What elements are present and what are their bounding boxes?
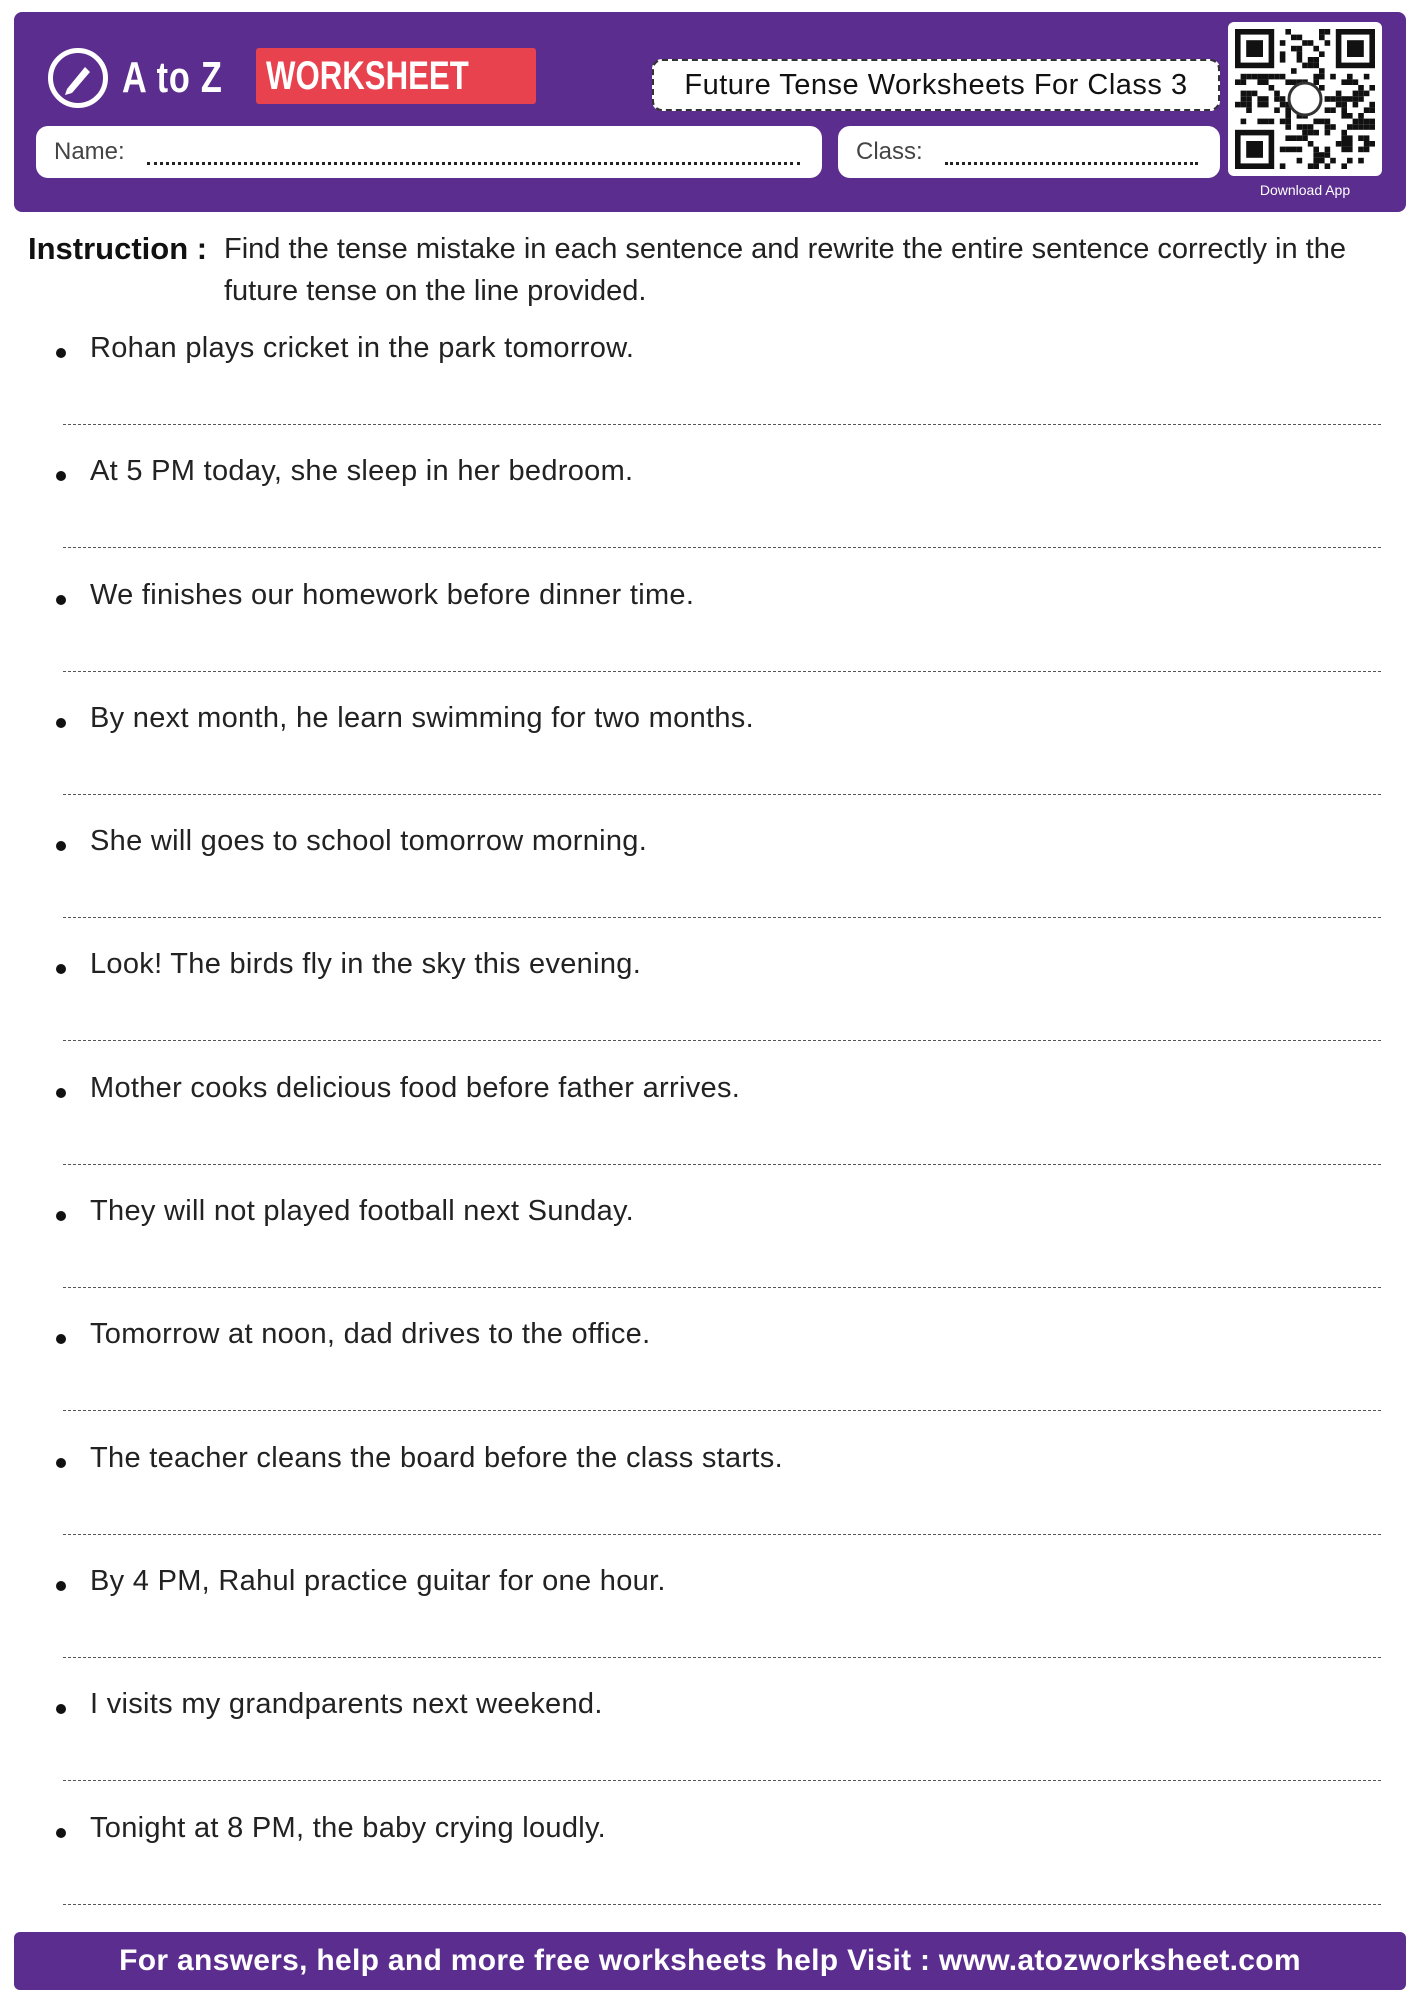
question-text: The teacher cleans the board before the class starts. bbox=[90, 1441, 783, 1474]
question-item bbox=[0, 328, 1414, 451]
answer-line[interactable] bbox=[63, 794, 1381, 795]
question-text: She will goes to school tomorrow morning. bbox=[90, 825, 648, 858]
bullet-icon bbox=[56, 1828, 66, 1838]
question-item bbox=[0, 821, 1414, 944]
question-item bbox=[0, 1314, 1414, 1437]
name-field[interactable] bbox=[36, 126, 822, 178]
qr-code[interactable] bbox=[1228, 22, 1382, 176]
question-text: Tonight at 8 PM, the baby crying loudly. bbox=[90, 1811, 607, 1844]
logo-text: A to Z bbox=[122, 53, 223, 102]
worksheet-header bbox=[14, 12, 1406, 212]
question-text: By next month, he learn swimming for two months. bbox=[90, 701, 754, 734]
class-field[interactable] bbox=[838, 126, 1220, 178]
answer-line[interactable] bbox=[63, 1164, 1381, 1165]
answer-line[interactable] bbox=[63, 917, 1381, 918]
question-item bbox=[0, 698, 1414, 821]
question-item bbox=[0, 1808, 1414, 1931]
question-item bbox=[0, 451, 1414, 574]
question-text: Mother cooks delicious food before father arrives. bbox=[90, 1071, 741, 1104]
footer-banner[interactable]: For answers, help and more free worksheets help Visit : www.atozworksheet.com bbox=[14, 1932, 1406, 1990]
bullet-icon bbox=[56, 841, 66, 851]
question-item bbox=[0, 1684, 1414, 1807]
pencil-logo-icon bbox=[48, 48, 108, 108]
bullet-icon bbox=[56, 595, 66, 605]
answer-line[interactable] bbox=[63, 1287, 1381, 1288]
class-dotted-line bbox=[945, 140, 1198, 165]
worksheet-title: Future Tense Worksheets For Class 3 bbox=[652, 59, 1220, 111]
question-item bbox=[0, 575, 1414, 698]
answer-line[interactable] bbox=[63, 547, 1381, 548]
bullet-icon bbox=[56, 1458, 66, 1468]
site-logo[interactable] bbox=[48, 46, 469, 110]
question-text: Tomorrow at noon, dad drives to the office. bbox=[90, 1318, 651, 1351]
bullet-icon bbox=[56, 471, 66, 481]
question-text: Look! The birds fly in the sky this evening. bbox=[90, 948, 642, 981]
answer-line[interactable] bbox=[63, 1904, 1381, 1905]
question-text: By 4 PM, Rahul practice guitar for one hour. bbox=[90, 1564, 666, 1597]
answer-line[interactable] bbox=[63, 1534, 1381, 1535]
name-label: Name: bbox=[54, 138, 125, 165]
qr-code-icon bbox=[1235, 29, 1375, 169]
question-item bbox=[0, 1438, 1414, 1561]
class-label: Class: bbox=[856, 138, 923, 165]
question-item bbox=[0, 1561, 1414, 1684]
bullet-icon bbox=[56, 1088, 66, 1098]
question-list bbox=[0, 328, 1414, 1931]
instruction bbox=[28, 228, 1368, 312]
answer-line[interactable] bbox=[63, 1780, 1381, 1781]
instruction-label: Instruction : bbox=[28, 231, 208, 266]
logo-highlight: WORKSHEET bbox=[256, 48, 536, 104]
question-text: At 5 PM today, she sleep in her bedroom. bbox=[90, 455, 634, 488]
question-item bbox=[0, 1191, 1414, 1314]
bullet-icon bbox=[56, 718, 66, 728]
name-dotted-line bbox=[147, 140, 800, 165]
question-item bbox=[0, 944, 1414, 1067]
bullet-icon bbox=[56, 964, 66, 974]
bullet-icon bbox=[56, 1334, 66, 1344]
instruction-text: Find the tense mistake in each sentence and rewrite the entire sentence correctly in the future tense on the line provided. bbox=[224, 233, 1346, 307]
answer-line[interactable] bbox=[63, 1657, 1381, 1658]
answer-line[interactable] bbox=[63, 671, 1381, 672]
question-text: I visits my grandparents next weekend. bbox=[90, 1688, 603, 1721]
question-text: They will not played football next Sunday. bbox=[90, 1195, 635, 1228]
qr-caption: Download App bbox=[1259, 182, 1351, 198]
bullet-icon bbox=[56, 1581, 66, 1591]
bullet-icon bbox=[56, 1704, 66, 1714]
answer-line[interactable] bbox=[63, 424, 1381, 425]
question-item bbox=[0, 1068, 1414, 1191]
answer-line[interactable] bbox=[63, 1040, 1381, 1041]
bullet-icon bbox=[56, 348, 66, 358]
question-text: We finishes our homework before dinner time. bbox=[90, 578, 695, 611]
bullet-icon bbox=[56, 1211, 66, 1221]
answer-line[interactable] bbox=[63, 1410, 1381, 1411]
question-text: Rohan plays cricket in the park tomorrow. bbox=[90, 332, 635, 364]
